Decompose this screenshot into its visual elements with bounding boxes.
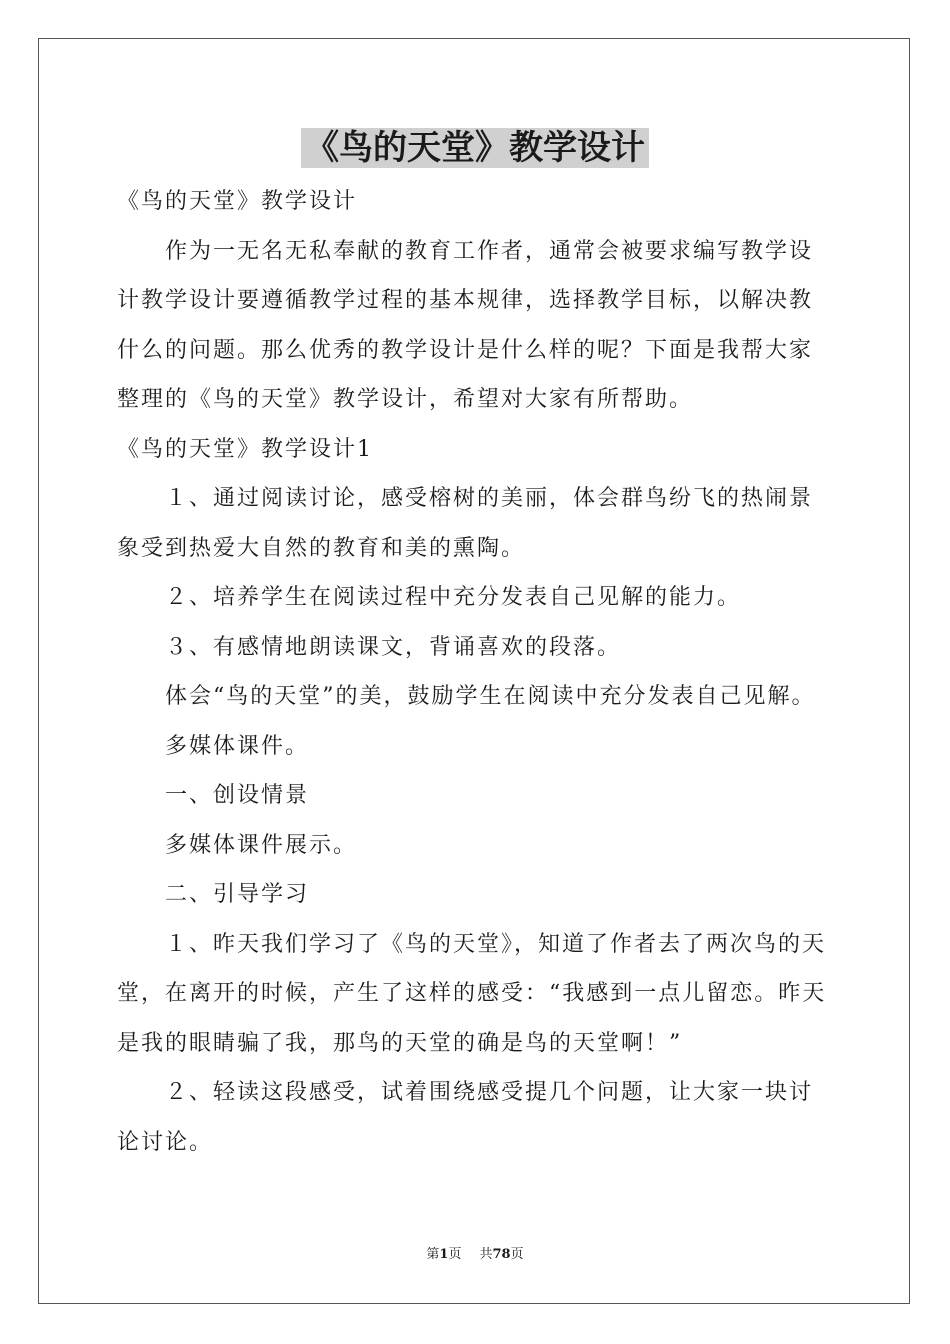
- paragraph: ２、轻读这段感受，试着围绕感受提几个问题，让大家一块讨论讨论。: [117, 1080, 814, 1155]
- paragraph: １、通过阅读讨论，感受榕树的美丽，体会群鸟纷飞的热闹景象受到热爱大自然的教育和美的熏陶。: [117, 486, 814, 561]
- section-heading: 二、引导学习: [165, 882, 310, 907]
- document-title: [0, 126, 950, 170]
- paragraph: 作为一无名无私奉献的教育工作者，通常会被要求编写教学设计教学设计要遵循教学过程的基本规律，选择教学目标，以解决教什么的问题。那么优秀的教学设计是什么样的呢？下面是我帮大家整理的《鸟的天堂》教学设计，希望对大家有所帮助。: [117, 238, 814, 412]
- paragraph: 多媒体课件。: [165, 733, 310, 759]
- total-pages: 78: [492, 1247, 511, 1262]
- document-title-text: 《鸟的天堂》教学设计: [301, 128, 649, 168]
- paragraph: ２、培养学生在阅读过程中充分发表自己见解的能力。: [165, 585, 742, 610]
- page-number: 1: [439, 1247, 449, 1262]
- paragraph: １、昨天我们学习了《鸟的天堂》，知道了作者去了两次鸟的天堂，在离开的时候，产生了这样的感受：“我感到一点儿留恋。昨天是我的眼睛骗了我，那鸟的天堂的确是鸟的天堂啊！”: [117, 931, 827, 1056]
- document-body: [117, 177, 833, 1167]
- paragraph: ３、有感情地朗读课文，背诵喜欢的段落。: [165, 634, 622, 660]
- paragraph: 《鸟的天堂》教学设计1: [117, 436, 373, 462]
- paragraph: 多媒体课件展示。: [165, 832, 358, 858]
- footer-total-suffix: 页: [510, 1247, 524, 1262]
- section-heading: 一、创设情景: [165, 783, 310, 808]
- footer-total-prefix: 共: [479, 1247, 493, 1262]
- page-footer: [0, 1246, 950, 1264]
- paragraph: 体会“鸟的天堂”的美，鼓励学生在阅读中充分发表自己见解。: [165, 684, 816, 709]
- footer-prefix: 第: [426, 1247, 440, 1262]
- footer-page-suffix: 页: [448, 1247, 462, 1262]
- paragraph: 《鸟的天堂》教学设计: [117, 189, 358, 214]
